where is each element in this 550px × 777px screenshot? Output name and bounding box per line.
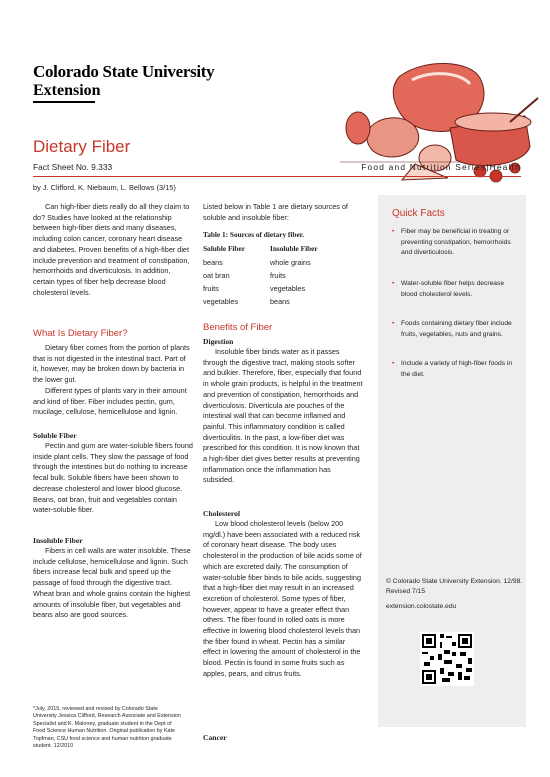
authors-line: by J. Clifford, K. Niebaum, L. Bellows (3/15): [33, 183, 176, 192]
table-cell: fruits: [203, 284, 219, 293]
subheading-digestion: Digestion: [203, 337, 234, 346]
bullet-icon: •: [392, 360, 395, 367]
quick-facts-title: Quick Facts: [392, 208, 445, 219]
soluble-paragraph: Pectin and gum are water-soluble fibers found inside plant cells. They slow the passage of food through the intestines but do nothing to increase fecal bulk. Soluble fibers have been shown to decrease cholesterol and lower blood glucose. Beans, oat bran, fruit and vegetables contain water-soluble fiber.: [33, 441, 193, 515]
section-heading-benefits: Benefits of Fiber: [203, 322, 273, 333]
table-cell: fruits: [270, 271, 286, 280]
extension-logo-text: Extension: [33, 82, 101, 99]
university-logo-text: Colorado State University: [33, 62, 215, 81]
table-cell: oat bran: [203, 271, 230, 280]
quick-fact-item: [392, 279, 522, 300]
table-cell: vegetables: [203, 297, 239, 306]
quick-fact-item: [392, 319, 522, 340]
table-header-insoluble: Insoluble Fiber: [270, 244, 318, 253]
qr-code-icon[interactable]: [420, 632, 474, 686]
quick-fact-text: Fiber may be beneficial in treating or preventing constipation, hemorrhoids and diverticulosis.: [401, 228, 511, 256]
table-cell: vegetables: [270, 284, 306, 293]
table-cell: beans: [270, 297, 290, 306]
what-is-paragraph-2: Different types of plants vary in their amount and kind of fiber. Fiber includes pectin, gum, mucilage, cellulose, hemicellulose and lignin.: [33, 386, 187, 417]
subheading-insoluble: Insoluble Fiber: [33, 536, 83, 545]
series-name: Food and Nutrition Series|Health: [361, 162, 521, 172]
fact-sheet-number: Fact Sheet No. 9.333: [33, 162, 113, 172]
table-cell: beans: [203, 258, 223, 267]
section-heading-what-is: What Is Dietary Fiber?: [33, 328, 128, 339]
subheading-cholesterol: Cholesterol: [203, 509, 240, 518]
bullet-icon: •: [392, 228, 395, 235]
quick-fact-text: Water-soluble fiber helps decrease blood cholesterol levels.: [401, 280, 505, 298]
subheading-cancer: Cancer: [203, 733, 227, 742]
table-cell: whole grains: [270, 258, 311, 267]
subheading-soluble: Soluble Fiber: [33, 431, 77, 440]
what-is-paragraph-1: Dietary fiber comes from the portion of plants that is not digested in the intestinal tract. Part of it, however, may be broken down by bacteria in the lower gut.: [33, 343, 190, 385]
quick-facts-sidebar: [378, 195, 526, 727]
extension-website[interactable]: extension.colostate.edu: [386, 603, 457, 610]
insoluble-paragraph: Fibers in cell walls are water insoluble. These include cellulose, hemicellulose and lignin. Such fibers increase fecal bulk and speed up the passage of food through the digestive tract. Wheat bran and whole grains contain the highest amounts of insoluble fiber, but vegetables and beans also are good sources.: [33, 546, 191, 620]
page-title: Dietary Fiber: [33, 137, 131, 156]
intro-paragraph: Can high-fiber diets really do all they claim to do? Studies have looked at the relationship between high-fiber diets and many diseases, including colon cancer, coronary heart disease and diabetes. Proven benefits of a high-fiber diet include prevention and treatment of constipation, hemorrhoids and diverticulosis. In addition, certain types of fiber help decrease blood cholesterol levels.: [33, 202, 190, 297]
quick-fact-text: Include a variety of high-fiber foods in the diet.: [401, 360, 513, 378]
footnote: *July, 2015, reviewed and revised by Colorado State University Jessica Clifford, Research Associate and Extension Specialist and K. Maloney, graduate student in the Dept of Food Science Human Nutrition. Original publication by Kate Topfman, CSU food science and human nutrition graduate student. 12/2010: [33, 706, 181, 750]
quick-fact-item: [392, 359, 522, 380]
digestion-paragraph: Insoluble fiber binds water as it passes through the digestive tract, making stools softer and bulkier. Therefore, fiber, especially that found in whole grain products, is helpful in the treatment and prevention of constipation, hemorrhoids and diverticulosis. Diverticula are pouches of the intestinal wall that can become inflamed and painful. This inflammatory condition is called diverticulitis. In the past, a low-fiber diet was prescribed for this condition. It is now known that a high-fiber diet gives better results at preventing inflammation once the inflammation has subsided.: [203, 347, 363, 485]
quick-fact-item: [392, 227, 522, 259]
table-header-soluble: Soluble Fiber: [203, 244, 245, 253]
table-intro: Listed below in Table 1 are dietary sources of soluble and insoluble fiber:: [203, 202, 348, 222]
extension-logo-underline: [33, 101, 95, 103]
table-caption: Table 1: Sources of dietary fiber.: [203, 230, 305, 239]
cholesterol-paragraph: Low blood cholesterol levels (below 200 mg/dl.) have been associated with a reduced risk of coronary heart disease. The body uses cholesterol in the production of bile acids some of which are excreted daily. The consumption of water-soluble fiber binds to bile acids, suggesting that a high-fiber diet may result in an increased excretion of cholesterol. Some types of fiber, however, appear to have a greater effect than others. The fiber found in rolled oats is more effective in lowering blood cholesterol levels than the fiber found in wheat. Pectin has a similar effect in lowering the amount of cholesterol in the blood. Pectin is found in some fruits such as apples, pears, and citrus fruits.: [203, 519, 362, 678]
bullet-icon: •: [392, 280, 395, 287]
copyright-text: © Colorado State University Extension. 12/98. Revised 7/15: [386, 578, 523, 595]
header-divider: [33, 176, 521, 177]
extension-logo: [33, 82, 101, 103]
bullet-icon: •: [392, 320, 395, 327]
quick-fact-text: Foods containing dietary fiber include fruits, vegetables, nuts and grains.: [401, 320, 512, 338]
